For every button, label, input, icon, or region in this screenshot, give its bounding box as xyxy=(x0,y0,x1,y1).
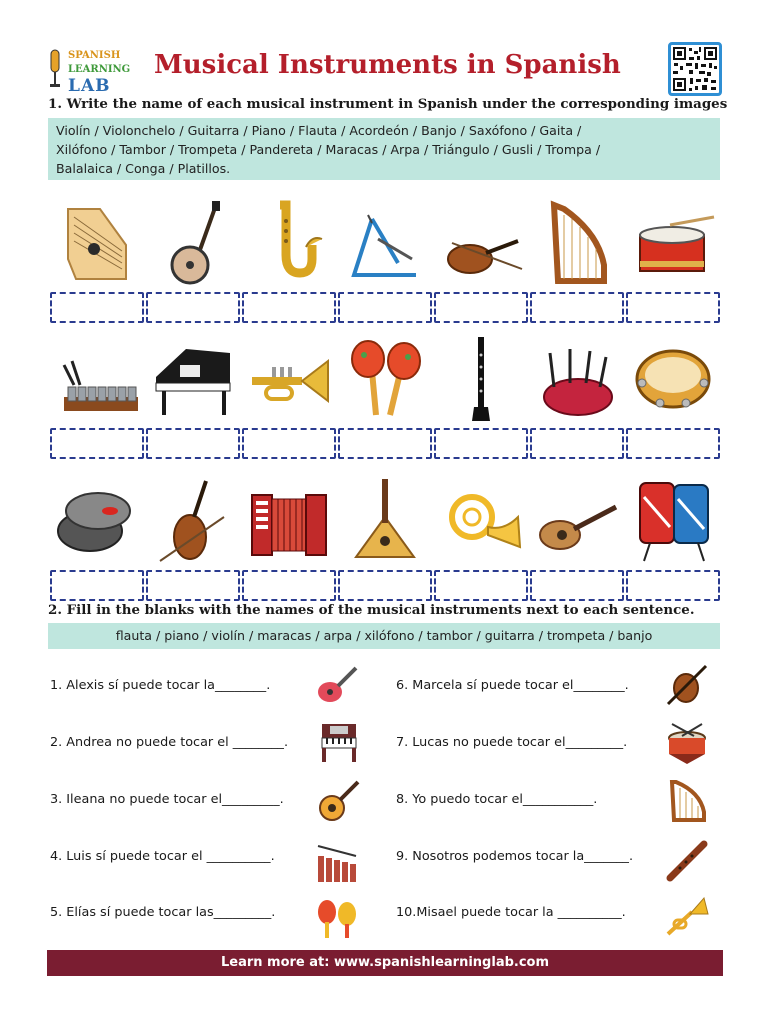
guitar-icon xyxy=(530,474,624,566)
french-horn-icon xyxy=(434,474,528,566)
harp-icon xyxy=(664,778,710,824)
violin-icon xyxy=(664,662,710,708)
answer-box[interactable] xyxy=(338,292,432,323)
answer-box[interactable] xyxy=(146,428,240,459)
banjo-icon xyxy=(146,196,240,288)
word-bank-1-line: Balalaica / Conga / Platillos. xyxy=(56,161,231,176)
answer-box[interactable] xyxy=(242,292,336,323)
piano-icon xyxy=(146,332,240,424)
trumpet-icon xyxy=(242,332,336,424)
cymbals-icon xyxy=(50,474,144,566)
violin-icon xyxy=(434,196,528,288)
flute-icon xyxy=(664,838,710,884)
answer-box[interactable] xyxy=(626,570,720,601)
conga-icon xyxy=(626,474,720,566)
answer-box[interactable] xyxy=(530,428,624,459)
maracas-icon xyxy=(338,332,432,424)
gusli-icon xyxy=(50,196,144,288)
qr-code-icon[interactable] xyxy=(668,42,722,96)
logo-text-lab: LAB xyxy=(68,76,111,96)
answer-box[interactable] xyxy=(242,428,336,459)
sentence-9: 9. Nosotros podemos tocar la_______. xyxy=(396,849,634,864)
word-bank-1-line: Violín / Violonchelo / Guitarra / Piano / Flauta / Acordeón / Banjo / Saxófono / Gaita / xyxy=(56,123,582,138)
answer-box[interactable] xyxy=(50,570,144,601)
accordion-icon xyxy=(242,474,336,566)
answer-box[interactable] xyxy=(626,428,720,459)
logo-text-learning: LEARNING xyxy=(68,64,131,75)
clarinet-flute-icon xyxy=(434,332,528,424)
spanish-learning-lab-logo xyxy=(46,44,154,96)
answer-box[interactable] xyxy=(242,570,336,601)
answer-box[interactable] xyxy=(434,428,528,459)
worksheet-header xyxy=(46,40,726,98)
answer-box[interactable] xyxy=(146,292,240,323)
triangle-icon xyxy=(338,196,432,288)
trumpet-icon xyxy=(664,894,710,940)
tambourine-icon xyxy=(626,332,720,424)
sentence-10: 10.Misael puede tocar la __________. xyxy=(396,905,626,920)
sentence-7: 7. Lucas no puede tocar el_________. xyxy=(396,735,628,750)
sentence-6: 6. Marcela sí puede tocar el________. xyxy=(396,678,629,693)
footer-banner[interactable]: Learn more at: www.spanishlearninglab.com xyxy=(47,950,723,976)
sentence-3: 3. Ileana no puede tocar el_________. xyxy=(50,792,284,807)
bagpipe-icon xyxy=(530,332,624,424)
section-1-instructions: 1. Write the name of each musical instrument in Spanish under the corresponding images xyxy=(48,96,728,112)
word-bank-1-line: Xilófono / Tambor / Trompeta / Pandereta / Maracas / Arpa / Triángulo / Gusli / Trompa / xyxy=(56,142,601,157)
logo-text-spanish: SPANISH xyxy=(68,50,121,61)
maracas-icon xyxy=(314,896,360,942)
banjo-icon xyxy=(316,778,362,824)
piano-icon xyxy=(316,720,362,766)
answer-box[interactable] xyxy=(146,570,240,601)
answer-box[interactable] xyxy=(338,428,432,459)
section-2-instructions: 2. Fill in the blanks with the names of the musical instruments next to each sentence. xyxy=(48,602,695,618)
sentence-2: 2. Andrea no puede tocar el ________. xyxy=(50,735,289,750)
saxophone-icon xyxy=(242,196,336,288)
sentence-1: 1. Alexis sí puede tocar la________. xyxy=(50,678,271,693)
sentence-4: 4. Luis sí puede tocar el __________. xyxy=(50,849,275,864)
balalaika-icon xyxy=(338,474,432,566)
microphone-icon xyxy=(48,48,62,90)
word-bank-1 xyxy=(48,118,720,180)
answer-box[interactable] xyxy=(50,428,144,459)
drum-icon xyxy=(664,720,710,766)
guitar-icon xyxy=(314,662,360,708)
answer-box[interactable] xyxy=(530,292,624,323)
answer-box[interactable] xyxy=(626,292,720,323)
page-title: Musical Instruments in Spanish xyxy=(154,50,621,80)
answer-box[interactable] xyxy=(434,570,528,601)
answer-box[interactable] xyxy=(434,292,528,323)
xylophone-icon xyxy=(50,332,144,424)
sentence-8: 8. Yo puedo tocar el___________. xyxy=(396,792,598,807)
answer-box[interactable] xyxy=(530,570,624,601)
drum-icon xyxy=(626,196,720,288)
sentence-5: 5. Elías sí puede tocar las_________. xyxy=(50,905,276,920)
harp-icon xyxy=(530,196,624,288)
word-bank-2: flauta / piano / violín / maracas / arpa / xilófono / tambor / guitarra / trompeta / banjo xyxy=(48,623,720,649)
answer-box[interactable] xyxy=(338,570,432,601)
xylophone-icon xyxy=(314,842,360,888)
cello-icon xyxy=(146,474,240,566)
answer-box[interactable] xyxy=(50,292,144,323)
